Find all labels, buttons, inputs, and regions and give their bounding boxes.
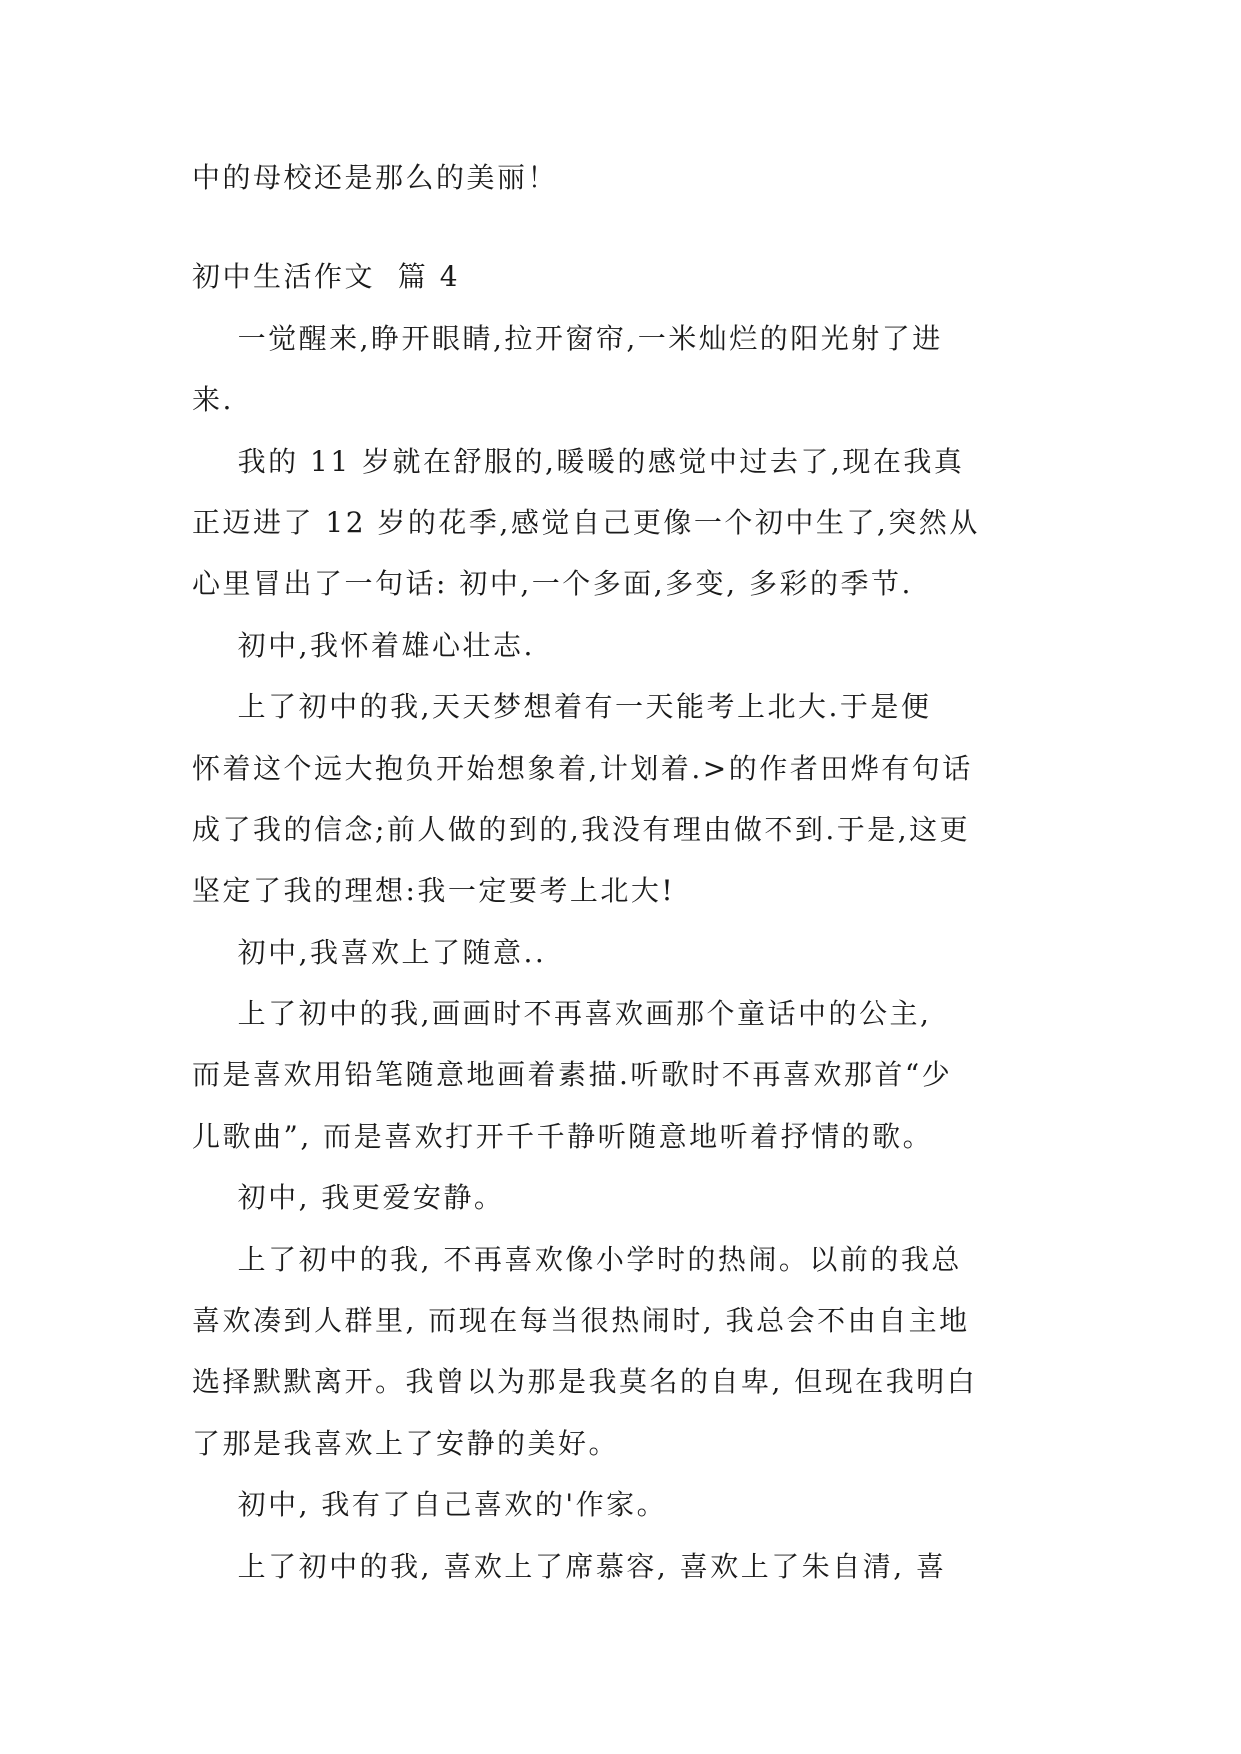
text-line: 初中,我怀着雄心壮志. xyxy=(192,628,535,662)
text-line: 心里冒出了一句话: 初中,一个多面,多变, 多彩的季节. xyxy=(192,567,913,601)
text-line: 怀着这个远大抱负开始想象着,计划着.>的作者田烨有句话 xyxy=(192,751,973,785)
text-line: 上了初中的我,画画时不再喜欢画那个童话中的公主, xyxy=(192,997,932,1031)
section-heading: 初中生活作文 篇 4 xyxy=(192,260,461,294)
text-line: 喜欢凑到人群里, 而现在每当很热闹时, 我总会不由自主地 xyxy=(192,1304,970,1338)
text-line: 上了初中的我, 喜欢上了席慕容, 喜欢上了朱自清, 喜 xyxy=(192,1549,947,1583)
text-line: 选择默默离开。我曾以为那是我莫名的自卑, 但现在我明白 xyxy=(192,1365,978,1399)
text-line: 上了初中的我,天天梦想着有一天能考上北大.于是便 xyxy=(192,690,932,724)
text-line: 初中, 我有了自己喜欢的'作家。 xyxy=(192,1488,668,1522)
text-line: 初中, 我更爱安静。 xyxy=(192,1181,505,1215)
text-line: 我的 11 岁就在舒服的,暖暖的感觉中过去了,现在我真 xyxy=(192,444,965,478)
blank-line xyxy=(192,221,1054,259)
text-line: 来. xyxy=(192,383,234,417)
text-line: 正迈进了 12 岁的花季,感觉自己更像一个初中生了,突然从 xyxy=(192,505,980,539)
text-line: 上了初中的我, 不再喜欢像小学时的热闹。以前的我总 xyxy=(192,1242,962,1276)
text-line: 成了我的信念;前人做的到的,我没有理由做不到.于是,这更 xyxy=(192,812,971,846)
text-line: 坚定了我的理想:我一定要考上北大! xyxy=(192,874,676,908)
text-line: 儿歌曲”, 而是喜欢打开千千静听随意地听着抒情的歌。 xyxy=(192,1119,934,1153)
document-page xyxy=(192,160,1054,1610)
text-line: 而是喜欢用铅笔随意地画着素描.听歌时不再喜欢那首“少 xyxy=(192,1058,953,1092)
text-line: 中的母校还是那么的美丽！ xyxy=(192,161,559,194)
text-line: 初中,我喜欢上了随意.. xyxy=(192,935,547,969)
text-line: 一觉醒来,睁开眼睛,拉开窗帘,一米灿烂的阳光射了进 xyxy=(192,321,943,355)
text-line: 了那是我喜欢上了安静的美好。 xyxy=(192,1426,620,1460)
